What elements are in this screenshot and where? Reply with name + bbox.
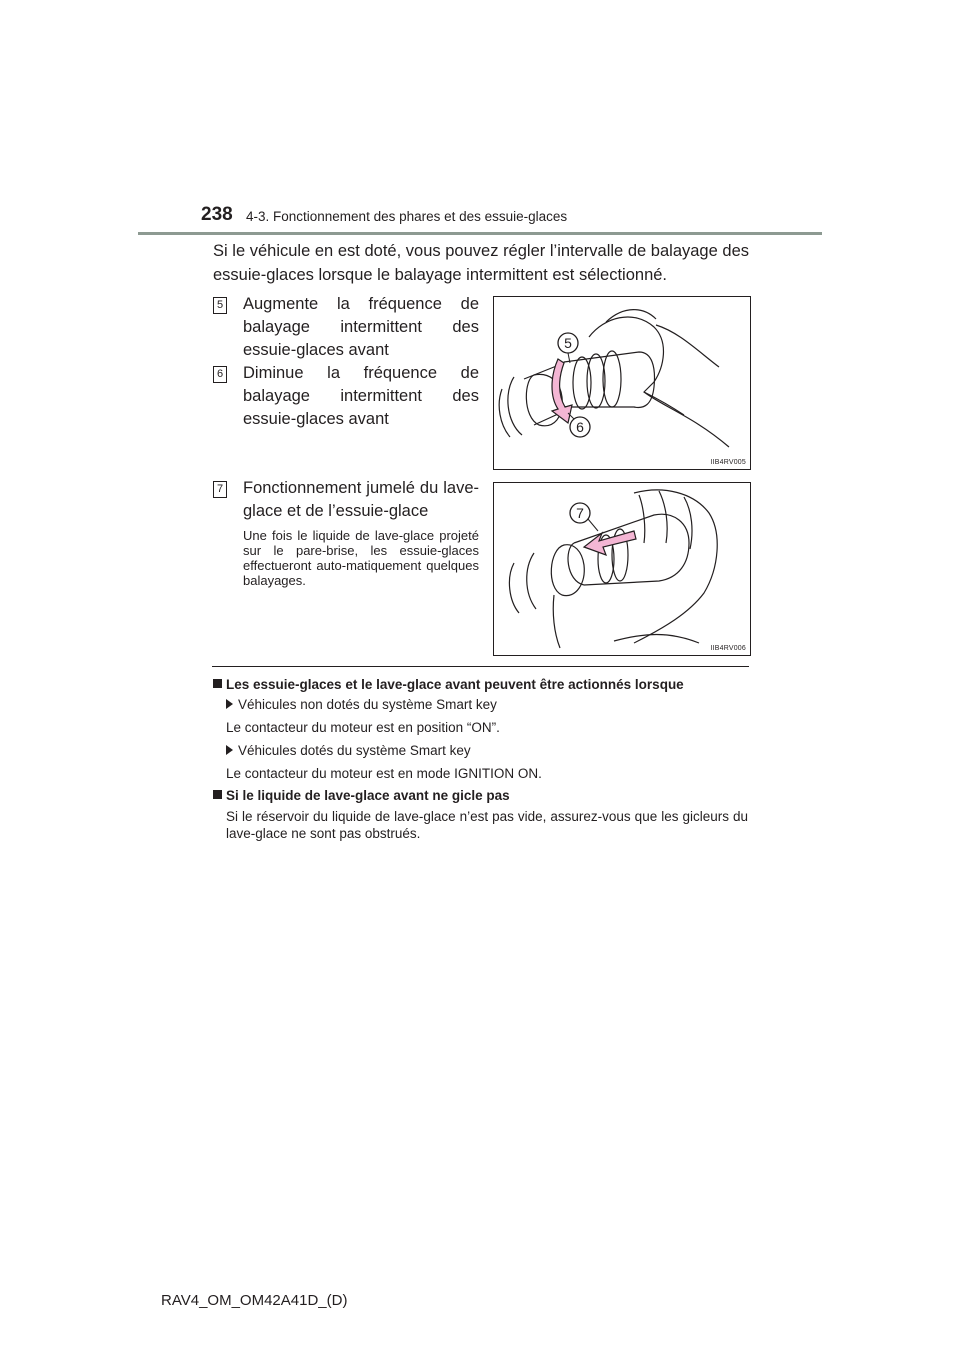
note-title-2: Si le liquide de lave-glace avant ne gicle pas (213, 787, 510, 804)
figure-code-1: IIB4RV005 (710, 459, 746, 466)
note-text-2: Si le réservoir du liquide de lave-glace n’est pas vide, assurez-vous que les gicleurs du lave-glace ne sont pas obstrués. (226, 809, 748, 841)
triangle-bullet-icon (226, 699, 233, 709)
callout-5 (558, 333, 578, 363)
condition-non-smart-key: Véhicules non dotés du système Smart key (226, 696, 497, 713)
item-text-5: Augmente la fréquence de balayage intermittent des essuie-glaces avant (243, 295, 479, 359)
square-bullet-icon (213, 790, 222, 799)
wiper-lever-figure-1 (493, 296, 751, 470)
condition-text-non-smart-key: Le contacteur du moteur est en position “ON”. (226, 720, 500, 735)
section-title: 4-3. Fonctionnement des phares et des essuie-glaces (246, 209, 568, 224)
wiper-lever-illustration (494, 297, 750, 469)
item-text-7: Fonctionnement jumelé du lave-glace et de l’essuie-glace (243, 479, 479, 520)
triangle-bullet-icon (226, 745, 233, 755)
document-code-footer: RAV4_OM_OM42A41D_(D) (161, 1292, 348, 1309)
item-number-5: 5 (213, 297, 227, 314)
section-divider (212, 666, 749, 667)
item-number-7: 7 (213, 481, 227, 498)
callout-6 (568, 413, 590, 437)
condition-smart-key: Véhicules dotés du système Smart key (226, 742, 471, 759)
note-title-1: Les essuie-glaces et le lave-glace avant peuvent être actionnés lorsque (213, 676, 684, 693)
item-text-6: Diminue la fréquence de balayage intermittent des essuie-glaces avant (243, 364, 479, 428)
square-bullet-icon (213, 679, 222, 688)
intro-paragraph: Si le véhicule en est doté, vous pouvez régler l’intervalle de balayage des essuie-glaces lorsque le balayage intermittent est sélectionné. (213, 242, 749, 284)
figure-code-2: IIB4RV006 (710, 645, 746, 652)
washer-lever-illustration (494, 483, 750, 655)
svg-text:5: 5 (564, 335, 572, 351)
callout-7 (570, 503, 598, 531)
svg-text:6: 6 (576, 419, 584, 435)
header-rule (138, 232, 822, 235)
condition-text-smart-key: Le contacteur du moteur est en mode IGNITION ON. (226, 766, 542, 781)
wiper-lever-figure-2 (493, 482, 751, 656)
item-number-6: 6 (213, 366, 227, 383)
item-note-7: Une fois le liquide de lave-glace projeté sur le pare-brise, les essuie-glaces effectueront auto-matiquement quelques balayages. (243, 528, 479, 588)
svg-text:7: 7 (576, 505, 584, 521)
page-number: 238 (201, 204, 233, 225)
